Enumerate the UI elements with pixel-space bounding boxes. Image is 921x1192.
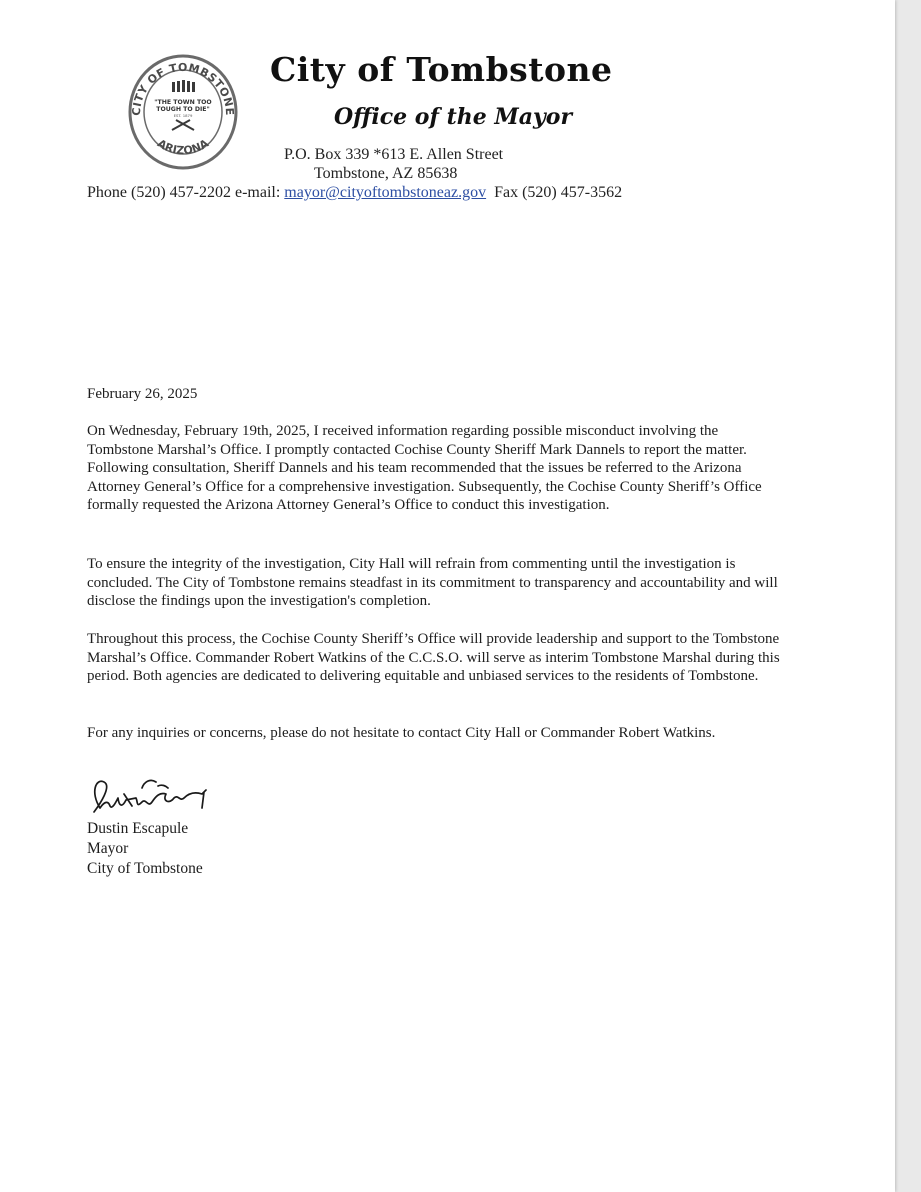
signer-name: Dustin Escapule bbox=[87, 820, 189, 837]
paragraph-2: To ensure the integrity of the investigation, City Hall will refrain from commenting until the investigation is concluded. The City of Tombstone remains steadfast in its commitment to transparency and accountability and will disclose the findings upon the investigation's completion. bbox=[87, 556, 778, 609]
svg-text:"THE TOWN TOO: "THE TOWN TOO bbox=[154, 99, 212, 106]
svg-text:ARIZONA: ARIZONA bbox=[155, 136, 211, 158]
email-link[interactable]: mayor@cityoftombstoneaz.gov bbox=[284, 184, 487, 201]
svg-text:CITY OF TOMBSTONE: CITY OF TOMBSTONE bbox=[129, 61, 237, 117]
fax-number: Fax (520) 457-3562 bbox=[494, 184, 623, 201]
city-title: City of Tombstone bbox=[270, 50, 613, 89]
paragraph-4: For any inquiries or concerns, please do not hesitate to contact City Hall or Commander Robert Watkins. bbox=[87, 725, 716, 741]
paragraph-1: On Wednesday, February 19th, 2025, I received information regarding possible misconduct involving the Tombstone Marshal’s Office. I promptly contacted Cochise County Sheriff Mark Dannels to report the matter. Following consultation, Sheriff Dannels and his team recommended that the issues be referred to the Arizona Attorney General’s Office for a comprehensive investigation. Subsequently, the Cochise County Sheriff’s Office formally requested the Arizona Attorney General’s Office to conduct this investigation. bbox=[87, 423, 762, 513]
svg-text:TOUGH TO DIE": TOUGH TO DIE" bbox=[156, 106, 210, 113]
contact-line bbox=[87, 184, 622, 202]
email-label: e-mail: bbox=[234, 184, 281, 201]
address-line-2: Tombstone, AZ 85638 bbox=[314, 165, 458, 182]
signer-title: Mayor bbox=[87, 840, 129, 857]
office-subtitle: Office of the Mayor bbox=[334, 104, 573, 130]
handwritten-signature bbox=[86, 772, 216, 820]
letter-date: February 26, 2025 bbox=[87, 386, 198, 402]
signer-organization: City of Tombstone bbox=[87, 860, 203, 877]
svg-text:EST. 1879: EST. 1879 bbox=[173, 113, 193, 118]
city-seal-logo bbox=[128, 54, 238, 170]
address-line-1: P.O. Box 339 *613 E. Allen Street bbox=[284, 146, 504, 163]
paragraph-3: Throughout this process, the Cochise County Sheriff’s Office will provide leadership and support to the Tombstone Marshal’s Office. Commander Robert Watkins of the C.C.S.O. will serve as interim Tombstone Marshal during this period. Both agencies are dedicated to delivering equitable and unbiased services to the residents of Tombstone. bbox=[87, 631, 780, 684]
phone-number: Phone (520) 457-2202 bbox=[87, 184, 231, 201]
